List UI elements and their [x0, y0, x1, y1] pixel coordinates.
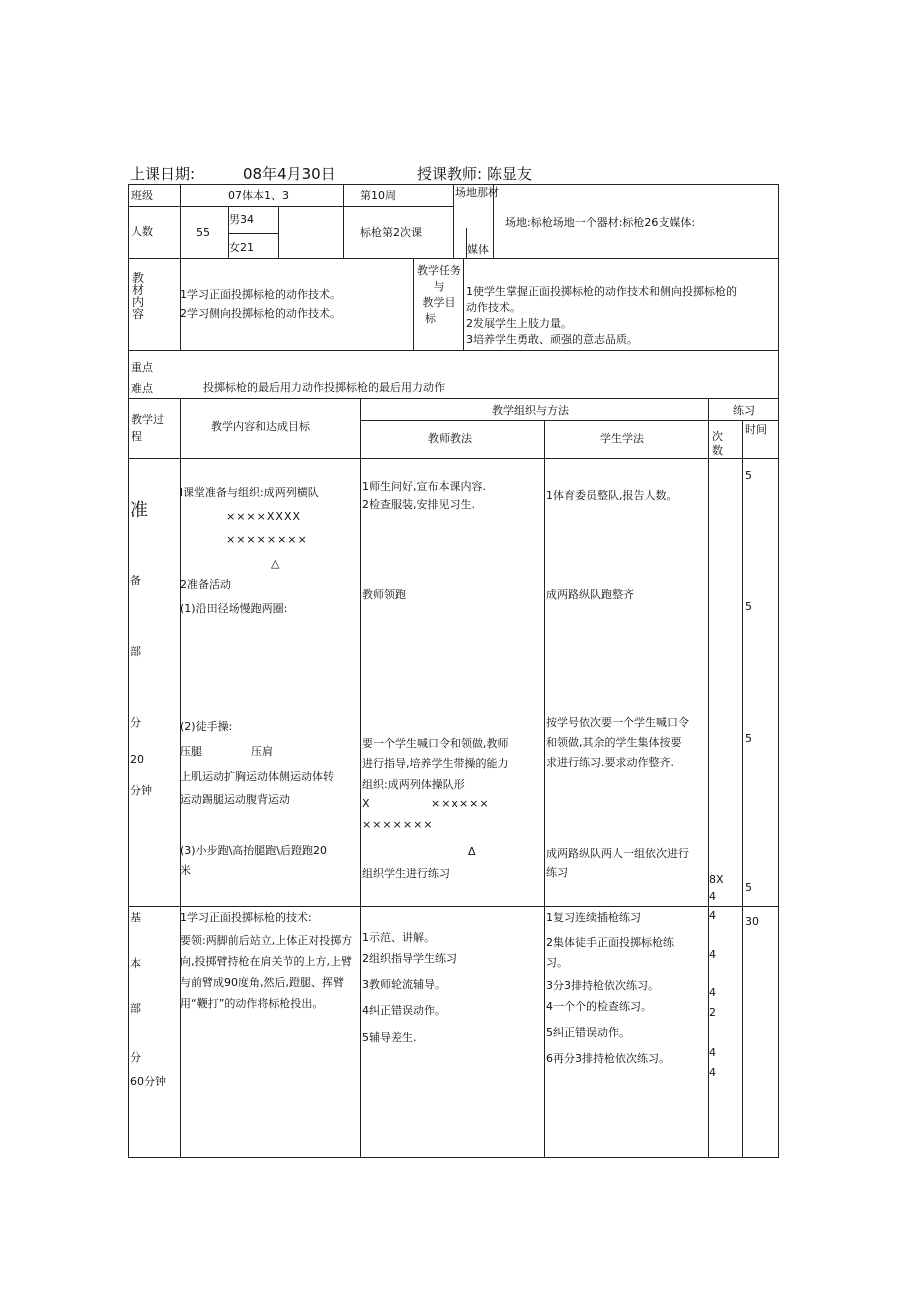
- venue-detail: 场地:标枪场地一个器材:标枪26支媒体:: [505, 216, 696, 229]
- prep-content-4: (2)徒手操:: [180, 720, 233, 733]
- media-label: 媒体: [467, 243, 489, 256]
- venue-label: 场地那材: [455, 186, 499, 199]
- basic-student-2: 2集体徒手正面投掷标枪练: [546, 936, 674, 949]
- prep-content-7: 上肌运动扩胸运动体侧运动体转: [180, 770, 334, 783]
- prep-minutes-3: 5: [745, 732, 752, 745]
- goals: 1使学生掌握正面投掷标枪的动作技术和侧向投掷标枪的 动作技术。 2发展学生上肢力量。 3培养学生勇敢、顽强的意志品质。: [466, 285, 737, 346]
- prep-content-2: 2准备活动: [180, 578, 231, 591]
- class-value: 07体本1、3: [228, 189, 289, 202]
- date-value: 08年4月30日: [243, 165, 336, 183]
- difficulty-label: 难点: [131, 382, 153, 395]
- basic-teacher-4: 4纠正错误动作。: [362, 1004, 446, 1017]
- teacher-method-header: 教师教法: [428, 432, 472, 445]
- prep-phase-char-3: 部: [130, 645, 141, 658]
- prep-content-10: 米: [180, 864, 191, 877]
- basic-content-title: 1学习正面投掷标枪的技术:: [180, 911, 312, 924]
- prep-phase-char-2: 备: [130, 574, 141, 587]
- prep-duration-num: 20: [130, 753, 144, 766]
- prep-teacher-2: 2检查服装,安排见习生.: [362, 498, 475, 511]
- basic-teacher-2: 2组织指导学生练习: [362, 952, 457, 965]
- prep-minutes-1: 5: [745, 469, 752, 482]
- prep-teacher-11: 组织学生进行练习: [362, 867, 450, 880]
- prep-content-8: 运动踢腿运动腹背运动: [180, 793, 290, 806]
- prep-student-3: 按学号依次要一个学生喊口令: [546, 716, 689, 729]
- content-item-1: 1学习正面投掷标枪的动作技术。: [180, 288, 341, 301]
- basic-student-1: 1复习连续插枪练习: [546, 911, 641, 924]
- prep-content-9: (3)小步跑\高抬腿跑\后蹬跑20: [180, 844, 327, 857]
- basic-duration: 60分钟: [130, 1075, 166, 1088]
- date-label: 上课日期:: [130, 165, 196, 183]
- time-header: 时间: [745, 423, 767, 436]
- basic-phase-char-3: 部: [130, 1002, 141, 1015]
- basic-times-5: 4: [709, 1046, 716, 1059]
- prep-teacher-9: ×××××××: [362, 818, 434, 831]
- prep-teacher-4: 要一个学生喊口令和领做,教师: [362, 737, 509, 750]
- basic-student-6: 5纠正错误动作。: [546, 1026, 630, 1039]
- basic-phase-char-1: 基: [130, 911, 141, 924]
- focus-label: 重点: [131, 361, 153, 374]
- lesson-number: 标枪第2次课: [360, 226, 422, 239]
- process-label-2: 程: [131, 430, 142, 443]
- prep-student-7: 练习: [546, 866, 568, 879]
- basic-minutes: 30: [745, 915, 759, 928]
- content-item-2: 2学习侧向投掷标枪的动作技术。: [180, 307, 341, 320]
- class-label: 班级: [131, 189, 153, 202]
- formation-row-2: ××××××××: [226, 533, 308, 546]
- prep-times-2: 4: [709, 890, 716, 903]
- basic-teacher-5: 5辅导差生.: [362, 1031, 417, 1044]
- basic-times-2: 4: [709, 948, 716, 961]
- content-goal-header: 教学内容和达成目标: [211, 420, 310, 433]
- process-label-1: 教学过: [131, 413, 164, 426]
- focus-text: 投掷标枪的最后用力动作投掷标枪的最后用力动作: [203, 381, 445, 394]
- prep-student-4: 和领做,其余的学生集体按要: [546, 736, 682, 749]
- basic-times-4: 2: [709, 1006, 716, 1019]
- task-label: 教学任务 与 教学目 标: [417, 264, 461, 325]
- week: 第10周: [360, 189, 396, 202]
- basic-student-7: 6再分3排持枪依次练习。: [546, 1052, 670, 1065]
- prep-content-3: (1)沿田径场慢跑两圈:: [180, 602, 288, 615]
- content-label: 教 材 内 容: [132, 271, 145, 321]
- prep-teacher-8: ××x×××: [431, 797, 490, 810]
- formation-row-1: ××××XXXX: [226, 510, 302, 523]
- basic-times-3: 4: [709, 986, 716, 999]
- basic-phase-char-2: 本: [130, 957, 141, 970]
- prep-student-5: 求进行练习.要求动作整齐.: [546, 756, 674, 769]
- basic-teacher-3: 3教师轮流辅导。: [362, 978, 446, 991]
- prep-content-5: 压腿: [180, 745, 202, 758]
- prep-teacher-1: 1师生问好,宣布本课内容.: [362, 480, 486, 493]
- prep-student-1: 1体育委员整队,报告人数。: [546, 489, 678, 502]
- times-header-1: 次: [712, 430, 723, 443]
- student-method-header: 学生学法: [600, 432, 644, 445]
- prep-minutes-2: 5: [745, 600, 752, 613]
- prep-duration-unit: 分钟: [130, 784, 152, 797]
- female-count: 女21: [229, 241, 254, 254]
- prep-teacher-5: 进行指导,培养学生带操的能力: [362, 757, 509, 770]
- basic-phase-char-4: 分: [130, 1051, 141, 1064]
- basic-times-6: 4: [709, 1066, 716, 1079]
- basic-student-4: 3分3排持枪依次练习。: [546, 979, 659, 992]
- count-label: 人数: [131, 225, 153, 238]
- prep-teacher-7: X: [362, 797, 370, 810]
- prep-teacher-3: 教师领跑: [362, 588, 406, 601]
- teacher-value: 陈显友: [487, 165, 533, 183]
- teacher-label: 授课教师:: [417, 165, 483, 183]
- times-header-2: 数: [712, 444, 723, 457]
- prep-minutes-4: 5: [745, 881, 752, 894]
- prep-teacher-10: Δ: [468, 845, 476, 858]
- prep-phase-char-1: 准: [130, 500, 148, 521]
- basic-student-3: 习。: [546, 956, 568, 969]
- count-value: 55: [196, 226, 210, 239]
- prep-phase-char-4: 分: [130, 716, 141, 729]
- prep-teacher-6: 组织:成两列体操队形: [362, 778, 465, 791]
- basic-student-5: 4一个个的检查练习。: [546, 1000, 652, 1013]
- prep-content-6: 压肩: [251, 745, 273, 758]
- basic-content-body: 要领:两脚前后站立,上体正对投掷方向,投掷臂持枪在肩关节的上方,上臂与前臂成90度角,然后,蹬腿、挥臂用“鞭打”的动作将标枪投出。: [180, 934, 353, 1010]
- practice-header: 练习: [733, 404, 755, 417]
- prep-student-2: 成两路纵队跑整齐: [546, 588, 634, 601]
- prep-student-6: 成两路纵队两人一组依次进行: [546, 847, 689, 860]
- basic-teacher-1: 1示范、讲解。: [362, 931, 435, 944]
- org-header: 教学组织与方法: [492, 404, 569, 417]
- prep-content-1: l课堂准备与组织:成两列横队: [180, 486, 319, 499]
- prep-times-1: 8X: [709, 873, 724, 886]
- basic-times-1: 4: [709, 909, 716, 922]
- teacher-marker: △: [271, 557, 280, 570]
- male-count: 男34: [229, 213, 254, 226]
